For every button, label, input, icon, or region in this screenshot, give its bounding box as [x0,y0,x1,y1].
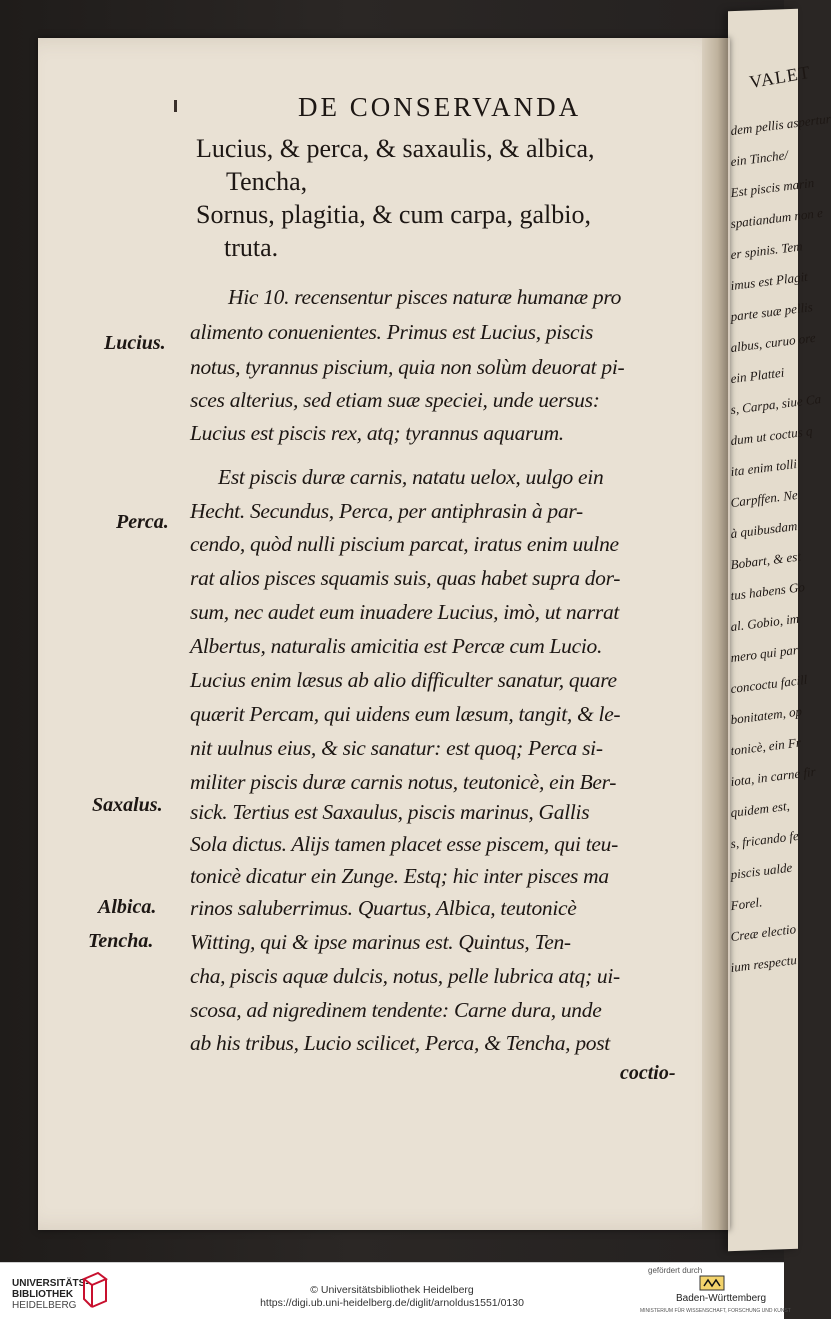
facing-page-line: concoctu facill [730,671,808,697]
facing-page-line: imus est Plagit [730,268,809,294]
facing-page-line: bonitatem, op [730,703,803,728]
facing-page-line: al. Gobio, im [730,610,800,635]
facing-page-line: ita enim tolli [730,456,798,480]
facing-page-line: ein Tinche/ [730,147,789,170]
body-text-line: alimento conuenientes. Primus est Lucius, piscis [190,320,594,344]
page-gutter [702,38,728,1230]
body-text-line: sum, nec audet eum inuadere Lucius, imò, ut narrat [190,600,620,624]
sponsor-name[interactable]: Baden-Württemberg [676,1293,767,1304]
body-text-line: Witting, qui & ipse marinus est. Quintus, Ten- [190,930,571,954]
margin-note-tencha: Tencha. [88,930,154,952]
body-text-line: Hecht. Secundus, Perca, per antiphrasin à par- [190,499,583,523]
body-text-line: sick. Tertius est Saxaulus, piscis marinus, Gallis [190,800,590,824]
margin-note-perca: Perca. [116,511,169,533]
facing-page-line: albus, curuo ore [730,329,817,356]
verse-line: Sornus, plagitia, & cum carpa, galbio, [196,200,591,229]
permalink-url[interactable]: https://digi.ub.uni-heidelberg.de/diglit/arnoldus1551/0130 [260,1297,524,1309]
facing-page-line: ium respectu [730,952,798,976]
facing-page-line: parte suæ pellis [730,299,814,325]
facing-page-line: ein Plattei [730,364,785,387]
library-name-line: HEIDELBERG [12,1300,77,1311]
sponsor-label: gefördert durch [648,1266,703,1275]
margin-note-lucius: Lucius. [104,332,166,354]
body-text-line: Lucius enim læsus ab alio difficulter sanatur, quare [190,668,617,692]
facing-page-line: spatiandum non e [730,204,824,232]
facing-page-header: VALET [748,61,812,93]
library-name-line: BIBLIOTHEK [12,1289,74,1300]
body-text-line: Hic 10. recensentur pisces naturæ humanæ pro [228,285,622,309]
body-text-line: rinos saluberrimus. Quartus, Albica, teutonicè [190,896,577,920]
margin-note-saxalus: Saxalus. [92,794,163,816]
body-text-line: Est piscis duræ carnis, natatu uelox, uulgo ein [218,465,604,489]
body-text-line: Sola dictus. Alijs tamen placet esse piscem, qui teu- [190,832,618,856]
facing-page-line: tonicè, ein Fr [730,734,802,759]
footer-bar [0,1262,791,1319]
body-text-line: cendo, quòd nulli piscium parcat, iratus enim uulne [190,532,619,556]
body-text-line: Albertus, naturalis amicitia est Percæ cum Lucio. [190,634,603,658]
facing-page-line: mero qui par [730,641,799,666]
facing-page-line: piscis ualde [730,859,793,883]
facing-page-line: Est piscis marin [730,174,815,201]
body-text-line: rat alios pisces squamis suis, quas habet supra dor- [190,566,621,590]
facing-page-line: iota, in carne fir [730,763,817,790]
body-text-line: sces alterius, sed etiam suæ speciei, unde uersus: [190,388,600,412]
facing-page-line: quidem est, [730,797,791,821]
body-text-line: notus, tyrannus piscium, quia non solùm deuorat pi- [190,355,625,379]
verse-line: truta. [224,233,279,262]
body-text-line: cha, piscis aquæ dulcis, notus, pelle lubrica atq; ui- [190,964,620,988]
body-text-line: ab his tribus, Lucio scilicet, Perca, & Tencha, post [190,1031,610,1055]
sponsor-subtitle: MINISTERIUM FÜR WISSENSCHAFT, FORSCHUNG UND KUNST [640,1308,791,1314]
facing-page [728,9,831,1251]
facing-page-line: Creæ electio [730,921,797,945]
facing-page-line: s, Carpa, siue Ca [730,391,822,418]
facing-page-line: Forel. [730,894,763,914]
body-text-line: nit uulnus eius, & sic sanatur: est quoq; Perca si- [190,736,603,760]
facing-page-line: dem pellis aspertur [730,110,831,139]
body-text-line: militer piscis duræ carnis notus, teutonicè, ein Ber- [190,770,617,794]
facing-page-line: dum ut coctus q [730,423,813,449]
facing-page-line: à quibusdam [730,518,798,542]
state-crest-icon [698,1274,726,1292]
facing-page-line: tus habens Go [730,579,806,604]
facing-page-line: Carpffen. Ne [730,486,799,511]
catchword: coctio- [620,1062,676,1084]
facing-page-line: s, fricando fe [730,827,800,852]
verse-line: Tencha, [226,167,308,196]
body-text-line: scosa, ad nigredinem tendente: Carne dura, unde [190,998,602,1022]
library-name-line: UNIVERSITÄTS- [12,1278,89,1289]
verse-line: Lucius, & perca, & saxaulis, & albica, [196,134,595,163]
facing-page-line: er spinis. Tem [730,238,804,263]
body-text-line: quærit Percam, qui uidens eum læsum, tangit, & le- [190,702,621,726]
margin-note-albica: Albica. [98,896,157,918]
body-text-line: Lucius est piscis rex, atq; tyrannus aquarum. [190,421,564,445]
running-header: DE CONSERVANDA [298,92,582,122]
facing-page-line: Bobart, & est [730,548,802,573]
body-text-line: tonicè dicatur ein Zunge. Estq; hic inter pisces ma [190,864,609,888]
page-mark [174,100,177,112]
copyright-text: © Universitätsbibliothek Heidelberg [310,1284,474,1296]
